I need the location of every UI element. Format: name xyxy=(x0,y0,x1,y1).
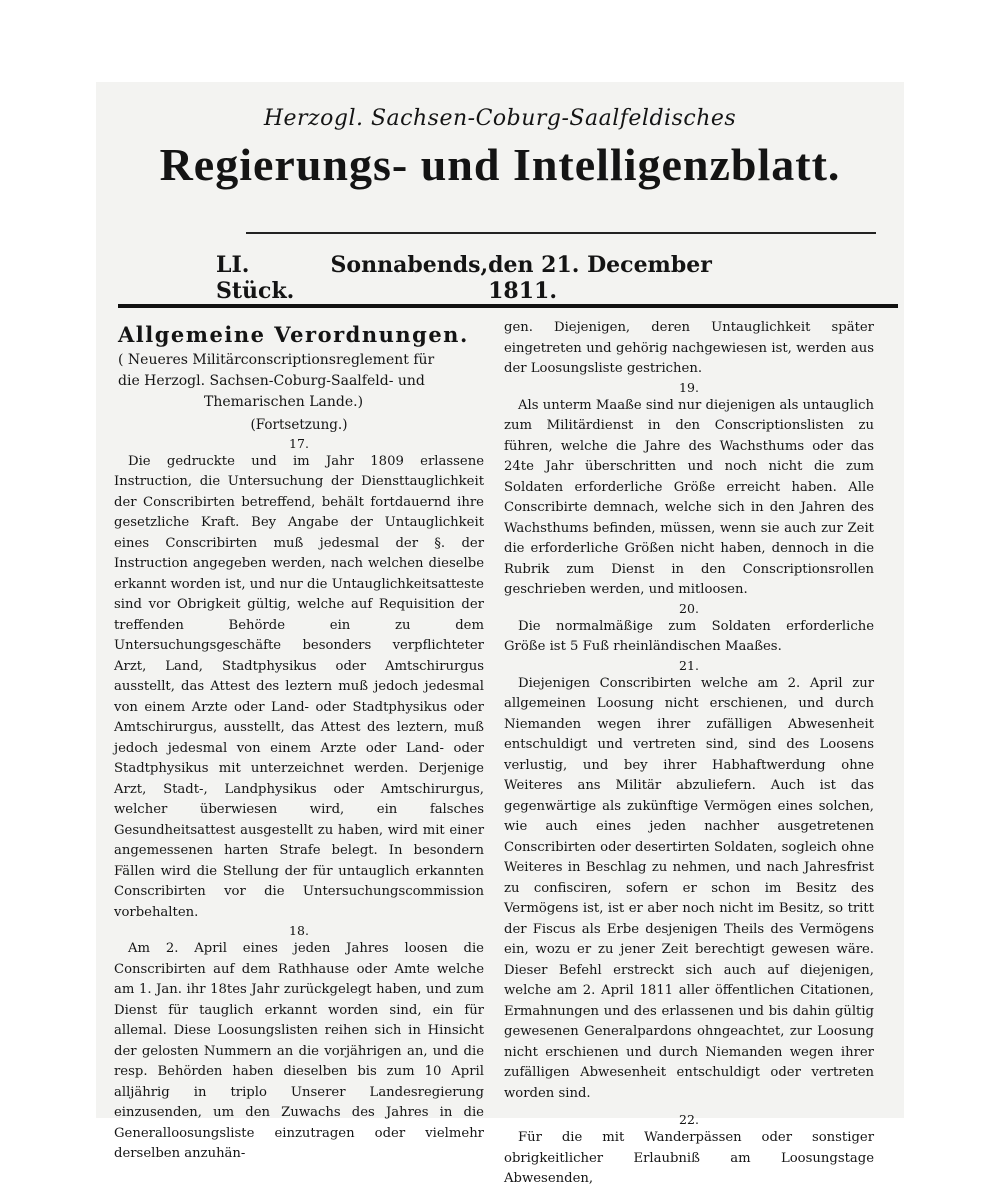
issue-day: Sonnabends, xyxy=(330,252,489,278)
paragraph-17: Die gedruckte und im Jahr 1809 erlassene Instruction, die Untersuchung der Diensttauglichkeit der Conscribirten betreffend, behält fortdauernd ihre gesetzliche Kraft. Bey Angabe der Untauglichkeit eines Conscribirten muß jedesmal der §. der Instruction angegeben werden, nach welchen dieselbe erkannt worden ist, und nur die Untauglichkeitsatteste sind vor Obrigkeit gültig, welche auf Requisition der treffenden Behörde ein zu dem Untersuchungsgeschäfte besonders verpflichteter Arzt, Land, Stadtphysikus oder Amtschirurgus ausstellt, das Attest des leztern muß jedoch jedesmal von einem Arzte oder Land- oder Stadtphysikus oder Amtschirurgus, ausstellt, das Attest des leztern, muß jedoch jedesmal von einem Arzte oder Land- oder Stadtphysikus mit unterzeichnet werden. Derjenige Arzt, Stadt-, Landphysikus oder Amtschirurgus, welcher überwiesen wird, ein falsches Gesundheitsattest ausgestellt zu haben, wird mit einer angemessenen harten Strafe belegt. In besondern Fällen wird die Stellung der für untauglich erkannten Conscribirten vor die Untersuchungscommission vorbehalten. xyxy=(114,453,484,920)
paragraph-number-20: 20. xyxy=(679,600,699,616)
ordinance-title-line-2: die Herzogl. Sachsen-Coburg-Saalfeld- und xyxy=(118,373,425,389)
right-column xyxy=(504,318,874,1186)
paragraph-number-19: 19. xyxy=(679,379,699,395)
left-column xyxy=(114,318,484,1161)
section-title: Allgemeine Verordnungen. xyxy=(118,322,469,347)
issue-date: den 21. December 1811. xyxy=(488,252,712,304)
paragraph-21: Diejenigen Conscribirten welche am 2. April zur allgemeinen Loosung nicht erschienen, und durch Niemanden wegen ihrer zufälligen Abwesenheit entschuldigt und vertreten sind, sind des Loosens verlustig, und bey ihrer Habhaftwerdung ohne Weiteres ans Militär abzuliefern. Auch ist das gegenwärtige als zukünftige Vermögen eines solchen, wie auch eines jeden nachher ausgetretenen Conscribirten oder desertirten Soldaten, sogleich ohne Weiteres in Beschlag zu nehmen, und nach Jahresfrist zu confisciren, sofern er schon im Besitz des Vermögens ist, ist er aber noch nicht im Besitz, so tritt der Fiscus als Erbe desjenigen Theils des Vermögens ein, wozu er zu jener Zeit berechtigt gewesen wäre. Dieser Befehl erstreckt sich auch auf diejenigen, welche am 2. April 1811 aller öffentlichen Citationen, Ermahnungen und des erlassenen und bis dahin gültig gewesenen Generalpardons ohngeachtet, zur Loosung nicht erschienen und durch Niemanden wegen ihrer zufälligen Abwesenheit entschuldigt oder vertreten worden sind. xyxy=(504,675,874,1101)
newspaper-page xyxy=(96,82,904,1186)
paragraph-19: Als unterm Maaße sind nur diejenigen als untauglich zum Militärdienst in den Conscriptionslisten zu führen, welche die Jahre des Wachsthums oder das 24te Jahr überschritten und noch nicht die zum Soldaten erforderliche Größe erreicht haben. Alle Conscribirte demnach, welche sich in den Jahren des Wachsthums befinden, müssen, wenn sie auch zur Zeit die erforderliche Größen nicht haben, dennoch in die Rubrik zum Dienst in den Conscriptionsrollen geschrieben werden, und mitloosen. xyxy=(504,397,874,597)
masthead-title: Regierungs- und Intelligenzblatt. xyxy=(159,139,841,190)
continuation-note: (Fortsetzung.) xyxy=(250,417,348,433)
paragraph-22: Für die mit Wanderpässen oder sonstiger obrigkeitlicher Erlaubniß am Loosungstage Abwesenden, xyxy=(504,1130,874,1186)
spacer xyxy=(504,1104,874,1112)
paragraph-18-continued: gen. Diejenigen, deren Untauglichkeit später eingetreten und gehörig nachgewiesen ist, werden aus der Loosungsliste gestrichen. xyxy=(504,320,874,376)
paragraph-number-21: 21. xyxy=(679,657,699,673)
paragraph-20: Die normalmäßige zum Soldaten erforderliche Größe ist 5 Fuß rheinländischen Maaßes. xyxy=(504,618,874,654)
issue-line xyxy=(216,252,776,304)
ordinance-title-line-1: ( Neueres Militärconscriptionsreglement für xyxy=(118,352,435,368)
masthead-rule xyxy=(246,232,876,234)
header-divider xyxy=(118,304,898,308)
paragraph-18: Am 2. April eines jeden Jahres loosen die Conscribirten auf dem Rathhause oder Amte welche am 1. Jan. ihr 18tes Jahr zurückgelegt haben, und zum Dienst für tauglich erkannt worden sind, ein für allemal. Diese Loosungslisten reihen sich in Hinsicht der gelosten Nummern an die vorjährigen an, und die resp. Behörden haben dieselben bis zum 10 April alljährig in triplo Unserer Landesregierung einzusenden, um den Zuwachs des Jahres in die Generalloosungsliste einzutragen oder vielmehr derselben anzuhän- xyxy=(114,941,484,1161)
masthead-subtitle: Herzogl. Sachsen-Coburg-Saalfeldisches xyxy=(263,106,737,131)
paragraph-number-22: 22. xyxy=(679,1112,699,1127)
paragraph-number-18: 18. xyxy=(289,923,309,938)
ordinance-title-line-3: Themarischen Lande.) xyxy=(204,394,364,410)
paragraph-number-17: 17. xyxy=(289,435,309,451)
issue-number: LI. Stück. xyxy=(216,252,295,304)
